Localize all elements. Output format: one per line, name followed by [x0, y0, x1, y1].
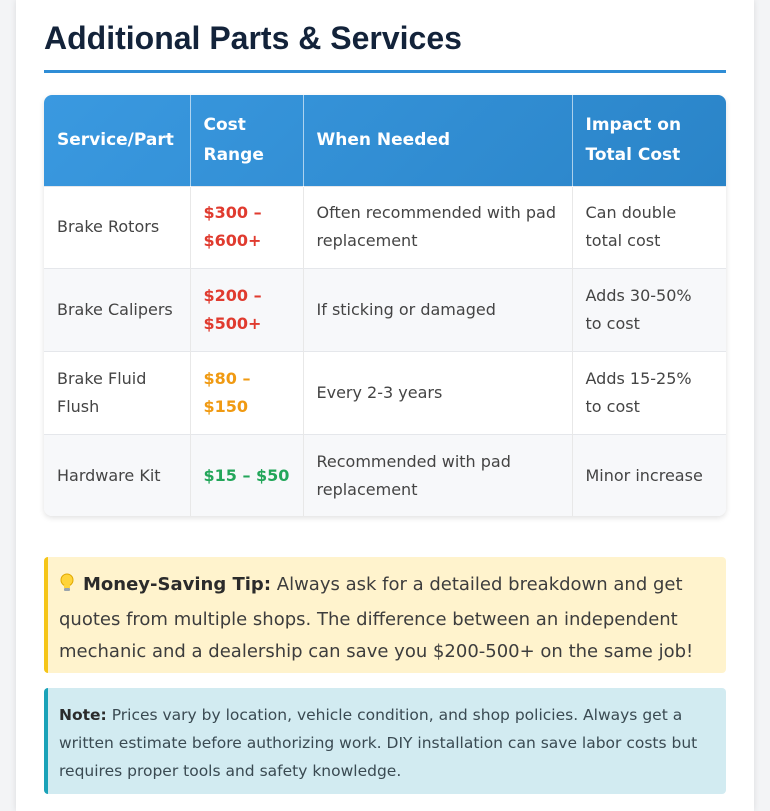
cell-cost: $200 – $500+ — [190, 268, 303, 351]
cell-cost: $300 – $600+ — [190, 186, 303, 268]
cell-part: Brake Fluid Flush — [44, 351, 190, 434]
parts-services-table — [44, 95, 726, 516]
table-row — [44, 434, 726, 516]
table-row — [44, 351, 726, 434]
header-cost-range: Cost Range — [190, 95, 303, 186]
title-underline — [44, 70, 726, 73]
cell-part: Brake Rotors — [44, 186, 190, 268]
cell-part: Hardware Kit — [44, 434, 190, 516]
cell-impact: Can double total cost — [585, 203, 677, 250]
header-impact: Impact on Total Cost — [585, 115, 682, 166]
header-service-part: Service/Part — [44, 95, 190, 186]
table-header-row — [44, 95, 726, 186]
header-when-needed: When Needed — [303, 95, 572, 186]
table-row — [44, 186, 726, 268]
cell-when: Recommended with pad replacement — [303, 434, 572, 516]
cell-when: If sticking or damaged — [303, 268, 572, 351]
cell-impact: Adds 30-50% to cost — [585, 285, 692, 333]
cell-cost: $80 – $150 — [190, 351, 303, 434]
note-text: Prices vary by location, vehicle condition, and shop policies. Always get a written estimate before authorizing work. DIY installation can save labor costs but requires proper tools and safety knowledge. — [59, 706, 698, 780]
lightbulb-icon — [59, 572, 75, 604]
content-card — [16, 0, 754, 811]
note-label: Note: — [59, 706, 107, 724]
cell-impact: Minor increase — [585, 465, 703, 485]
cell-when: Often recommended with pad replacement — [303, 186, 572, 268]
cell-cost: $15 – $50 — [190, 434, 303, 516]
tip-label: Money-Saving Tip: — [83, 574, 272, 595]
table-row — [44, 268, 726, 351]
money-saving-tip — [44, 557, 726, 673]
cell-part: Brake Calipers — [44, 268, 190, 351]
pricing-note — [44, 688, 726, 794]
tip-text: Always ask for a detailed breakdown and get quotes from multiple shops. The difference between an independent mechanic and a dealership can save you $200-500+ on the same job! — [59, 574, 694, 662]
cell-impact: Adds 15-25% to cost — [585, 368, 692, 416]
cell-when: Every 2-3 years — [303, 351, 572, 434]
page-title: Additional Parts & Services — [44, 20, 462, 56]
